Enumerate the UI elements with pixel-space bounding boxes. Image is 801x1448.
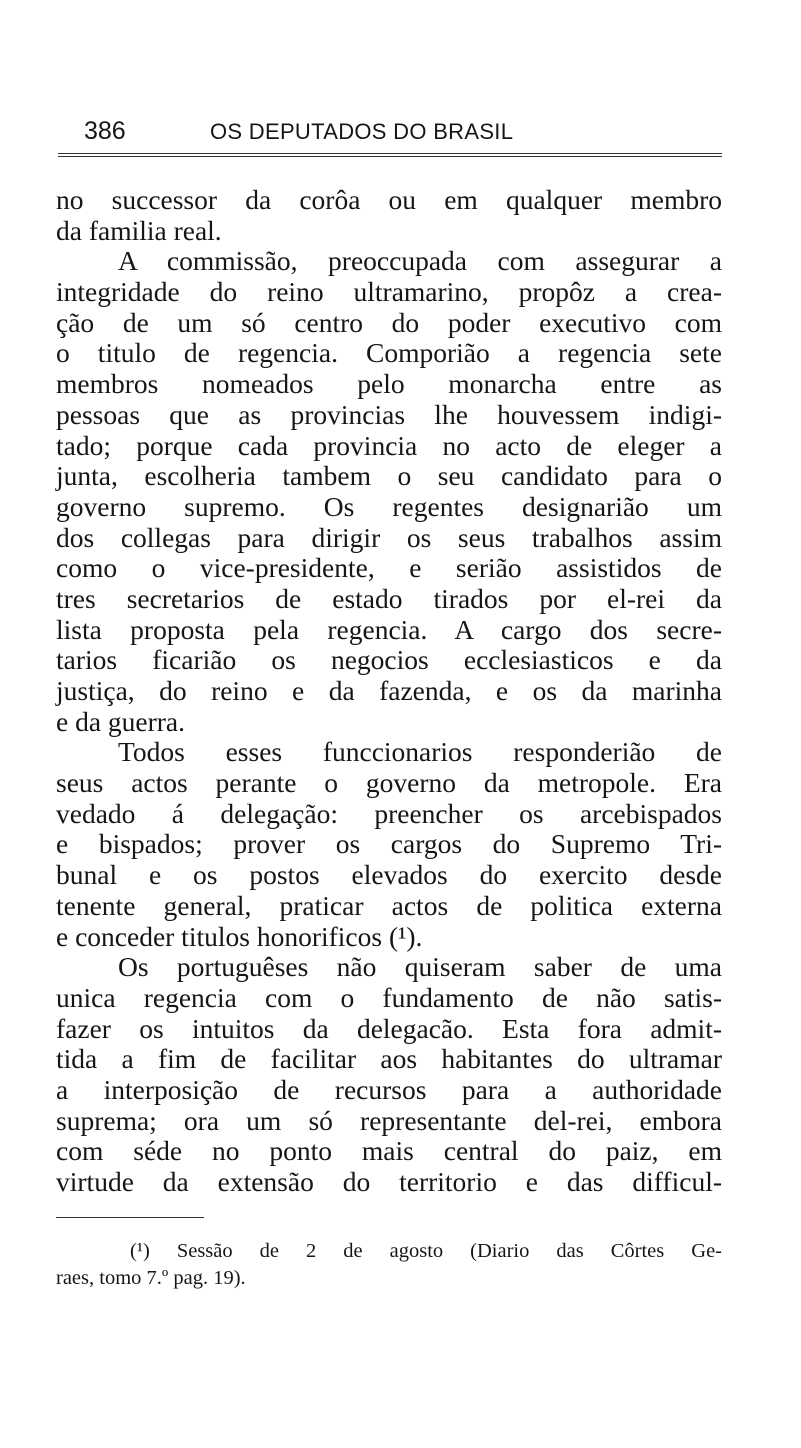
page-number: 386	[84, 117, 126, 145]
text-line: junta, escolheria tambem o seu candidato para o	[56, 460, 722, 492]
text-line: e da guerra.	[56, 705, 186, 737]
text-line: e bispados; prover os cargos do Supremo Tri-	[56, 828, 722, 860]
text-line: no successor da corôa ou em qualquer membro	[56, 184, 722, 215]
text-line: o titulo de regencia. Comporião a regencia sete	[56, 337, 722, 369]
footnote-line: (¹) Sessão de 2 de agosto (Diario das Côrtes Ge-	[130, 1240, 722, 1262]
text-line: com séde no ponto mais central do paiz, em	[56, 1135, 722, 1167]
text-line: seus actos perante o governo da metropole. Era	[56, 767, 722, 799]
text-line: integridade do reino ultramarino, propôz a crea-	[56, 276, 722, 308]
text-line: vedado á delegação: preencher os arcebispados	[56, 797, 722, 829]
text-line: Os portuguêses não quiseram saber de uma	[118, 951, 722, 983]
page-header	[84, 116, 724, 148]
text-line: a interposição de recursos para a authoridade	[56, 1073, 722, 1105]
text-line: tado; porque cada provincia no acto de eleger a	[56, 429, 722, 461]
text-line: A commissão, preoccupada com assegurar a	[118, 245, 722, 277]
text-line: lista proposta pela regencia. A cargo dos secre-	[56, 613, 722, 645]
running-head: OS DEPUTADOS DO BRASIL	[210, 119, 514, 144]
text-line: unica regencia com o fundamento de não satis-	[56, 981, 722, 1013]
text-line: bunal e os postos elevados do exercito desde	[56, 859, 722, 891]
text-line: Todos esses funccionarios responderião de	[118, 736, 722, 768]
text-line: tres secretarios de estado tirados por el-rei da	[56, 582, 722, 614]
text-line: dos collegas para dirigir os seus trabalhos assim	[56, 521, 722, 553]
text-line: da familia real.	[56, 214, 222, 246]
text-line: tenente general, praticar actos de politica externa	[56, 889, 722, 921]
text-line: como o vice-presidente, e serião assistidos de	[56, 552, 722, 584]
text-line: ção de um só centro do poder executivo com	[56, 306, 722, 338]
text-line: justiça, do reino e da fazenda, e os da marinha	[56, 675, 722, 706]
footnotes	[56, 1238, 722, 1292]
text-line: suprema; ora um só representante del-rei, embora	[56, 1104, 722, 1136]
text-line: tida a fim de facilitar aos habitantes do ultramar	[56, 1043, 722, 1075]
body-text	[56, 185, 722, 1198]
footnote-rule	[56, 1217, 204, 1218]
header-rule	[58, 153, 722, 157]
text-line: governo supremo. Os regentes designarião um	[56, 490, 722, 522]
footnote-line: raes, tomo 7.º pag. 19).	[56, 1267, 246, 1289]
text-line: e conceder titulos honorificos (¹).	[56, 920, 423, 952]
text-line: fazer os intuitos da delegacão. Esta fora admit-	[56, 1012, 722, 1044]
text-line: virtude da extensão do territorio e das difficul-	[56, 1166, 722, 1197]
text-line: tarios ficarião os negocios ecclesiasticos e da	[56, 644, 722, 676]
text-line: membros nomeados pelo monarcha entre as	[56, 368, 722, 400]
text-line: pessoas que as provincias lhe houvessem indigi-	[56, 398, 722, 430]
